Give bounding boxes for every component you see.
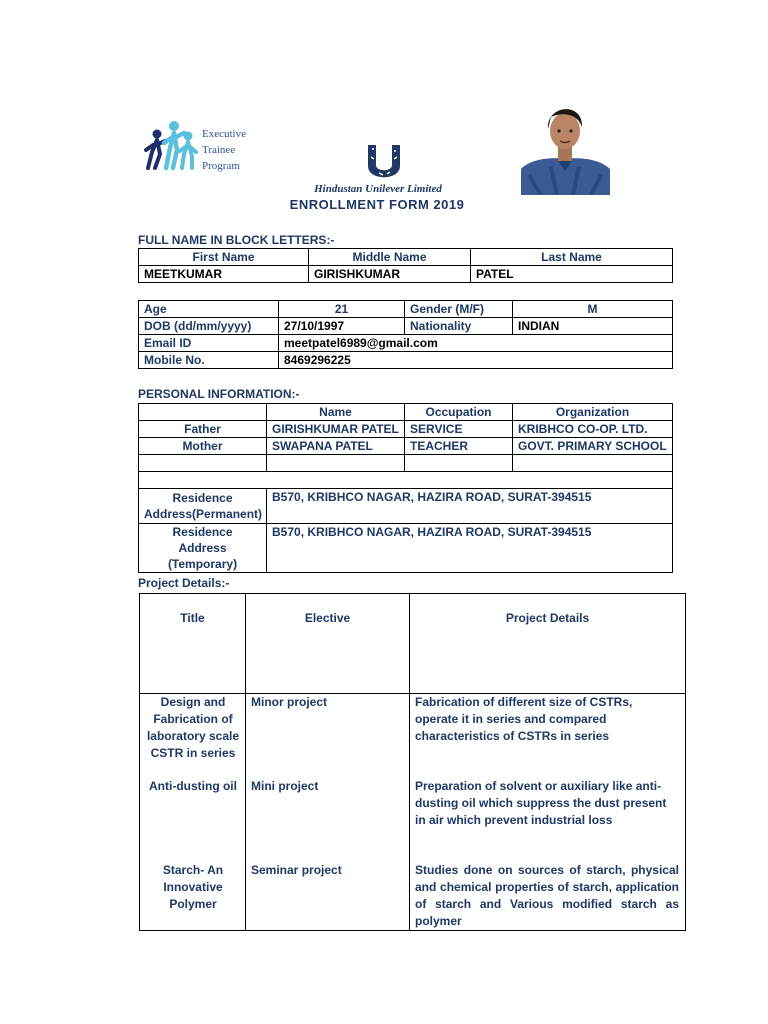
mother-label: Mother [139,438,267,455]
table-row [140,694,686,931]
gender-value: M [513,301,673,318]
residence-temporary-label: Residence Address (Temporary) [139,524,267,573]
name-header: Name [267,404,405,421]
blank-cell [267,455,405,472]
age-value: 21 [279,301,405,318]
people-icon [140,114,200,184]
project-elective: Minor project [251,695,328,709]
residence-permanent-label: Residence Address(Permanent) [139,489,267,524]
details-cell [410,694,686,931]
table-row [140,594,686,694]
person-portrait-icon [521,87,610,195]
form-title: ENROLLMENT FORM 2019 [289,197,465,212]
middle-name-header: Middle Name [309,249,471,266]
project-title: Anti-dusting oil [149,779,237,793]
project-details: Preparation of solvent or auxiliary like anti-dusting oil which suppress the dust present in air which prevent industrial loss [415,779,667,827]
project-elective: Mini project [251,779,319,793]
mother-organization: GOVT. PRIMARY SCHOOL [513,438,673,455]
table-row [139,438,673,455]
mobile-value: 8469296225 [279,352,673,369]
father-occupation: SERVICE [405,421,513,438]
titles-cell [140,694,246,931]
program-title: Executive Trainee Program [202,128,246,172]
dob-value: 27/10/1997 [279,318,405,335]
fullname-table [138,248,673,283]
blank-cell [139,472,673,489]
unilever-u-icon [365,143,403,183]
table-row [139,404,673,421]
project-title: Design and Fabrication of laboratory scale CSTR in series [146,695,240,760]
table-row [139,524,673,573]
blank-cell [513,455,673,472]
last-name-value: PATEL [471,266,673,283]
organization-header: Organization [513,404,673,421]
table-row [139,335,673,352]
company-name: Hindustan Unilever Limited [314,183,442,195]
mother-name: SWAPANA PATEL [267,438,405,455]
middle-name-value: GIRISHKUMAR [309,266,471,283]
table-row [139,455,673,472]
table-row [139,266,673,283]
table-row [139,318,673,335]
residence-permanent-value: B570, KRIBHCO NAGAR, HAZIRA ROAD, SURAT-394515 [267,489,673,524]
title-header: Title [140,594,246,694]
email-label: Email ID [139,335,279,352]
blank-cell [139,455,267,472]
nationality-value: INDIAN [513,318,673,335]
blank-cell [139,404,267,421]
project-details: Fabrication of different size of CSTRs, operate it in series and compared characteristics of CSTRs in series [415,695,633,743]
blank-cell [405,455,513,472]
table-row [139,352,673,369]
project-elective: Seminar project [251,863,342,877]
occupation-header: Occupation [405,404,513,421]
father-organization: KRIBHCO CO-OP. LTD. [513,421,673,438]
project-title: Starch- An Innovative Polymer [162,863,224,911]
project-section-label: Project Details:- [138,576,230,590]
fullname-section-label: FULL NAME IN BLOCK LETTERS:- [138,233,335,247]
details-header: Project Details [410,594,686,694]
table-row [139,421,673,438]
basic-info-table [138,300,673,369]
mobile-label: Mobile No. [139,352,279,369]
first-name-value: MEETKUMAR [139,266,309,283]
project-table [139,593,686,931]
hul-logo [300,143,456,197]
table-row [139,489,673,524]
table-row [139,472,673,489]
mother-occupation: TEACHER [405,438,513,455]
personal-info-table [138,403,673,573]
personal-section-label: PERSONAL INFORMATION:- [138,387,300,401]
father-label: Father [139,421,267,438]
profile-photo [521,87,610,195]
project-details: Studies done on sources of starch, physical and chemical properties of starch, application of starch and Various modified starch as polymer [415,863,679,928]
age-label: Age [139,301,279,318]
nationality-label: Nationality [405,318,513,335]
table-row [139,249,673,266]
email-value: meetpatel6989@gmail.com [279,335,673,352]
residence-temporary-value: B570, KRIBHCO NAGAR, HAZIRA ROAD, SURAT-394515 [267,524,673,573]
last-name-header: Last Name [471,249,673,266]
first-name-header: First Name [139,249,309,266]
elective-header: Elective [246,594,410,694]
dob-label: DOB (dd/mm/yyyy) [139,318,279,335]
etp-logo [140,112,260,192]
father-name: GIRISHKUMAR PATEL [267,421,405,438]
table-row [139,301,673,318]
electives-cell [246,694,410,931]
gender-label: Gender (M/F) [405,301,513,318]
